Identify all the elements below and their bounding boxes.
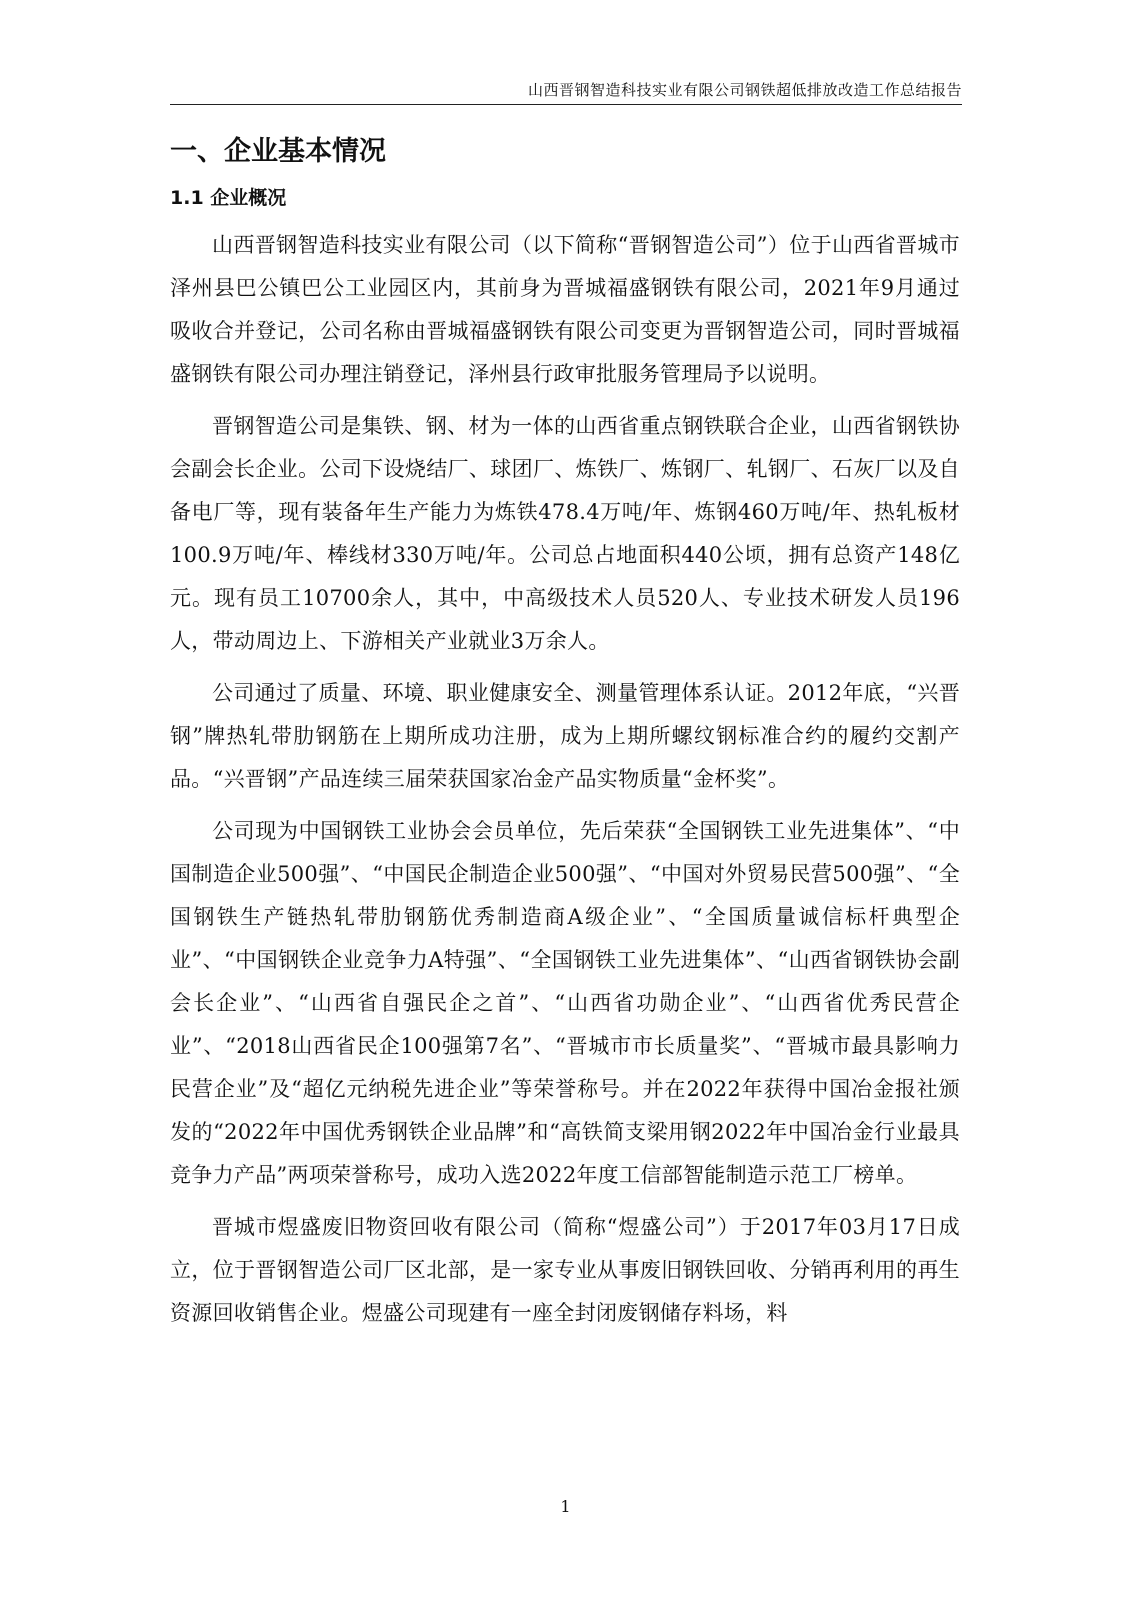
- page-number: 1: [560, 1497, 571, 1516]
- subsection-heading: 1.1 企业概况: [170, 187, 287, 209]
- paragraph-yusheng-company: 晋城市煜盛废旧物资回收有限公司（简称“煜盛公司”）于2017年03月17日成立，位于晋钢智造公司厂区北部，是一家专业从事废旧钢铁回收、分销再利用的再生资源回收销售企业。煜盛公司现建有一座全封闭废钢储存料场，料: [170, 1215, 960, 1325]
- paragraph-certifications: 公司通过了质量、环境、职业健康安全、测量管理体系认证。2012年底，“兴晋钢”牌热轧带肋钢筋在上期所成功注册，成为上期所螺纹钢标准合约的履约交割产品。“兴晋钢”产品连续三届荣获国家冶金产品实物质量“金杯奖”。: [170, 681, 960, 791]
- paragraph-production-capacity: 晋钢智造公司是集铁、钢、材为一体的山西省重点钢铁联合企业，山西省钢铁协会副会长企业。公司下设烧结厂、球团厂、炼铁厂、炼钢厂、轧钢厂、石灰厂以及自备电厂等，现有装备年生产能力为炼铁478.4万吨/年、炼钢460万吨/年、热轧板材100.9万吨/年、棒线材330万吨/年。公司总占地面积440公顷，拥有总资产148亿元。现有员工10700余人，其中，中高级技术人员520人、专业技术研发人员196人，带动周边上、下游相关产业就业3万余人。: [170, 414, 960, 653]
- page-content: [170, 132, 960, 1344]
- section-heading: 一、企业基本情况: [170, 136, 386, 167]
- paragraph-company-overview: 山西晋钢智造科技实业有限公司（以下简称“晋钢智造公司”）位于山西省晋城市泽州县巴公镇巴公工业园区内，其前身为晋城福盛钢铁有限公司，2021年9月通过吸收合并登记，公司名称由晋城福盛钢铁有限公司变更为晋钢智造公司，同时晋城福盛钢铁有限公司办理注销登记，泽州县行政审批服务管理局予以说明。: [170, 233, 960, 386]
- paragraph-honors: 公司现为中国钢铁工业协会会员单位，先后荣获“全国钢铁工业先进集体”、“中国制造企业500强”、“中国民企制造企业500强”、“中国对外贸易民营500强”、“全国钢铁生产链热轧带肋钢筋优秀制造商A级企业”、“全国质量诚信标杆典型企业”、“中国钢铁企业竞争力A特强”、“全国钢铁工业先进集体”、“山西省钢铁协会副会长企业”、“山西省自强民企之首”、“山西省功勋企业”、“山西省优秀民营企业”、“2018山西省民企100强第7名”、“晋城市市长质量奖”、“晋城市最具影响力民营企业”及“超亿元纳税先进企业”等荣誉称号。并在2022年获得中国冶金报社颁发的“2022年中国优秀钢铁企业品牌”和“高铁简支梁用钢2022年中国冶金行业最具竞争力产品”两项荣誉称号，成功入选2022年度工信部智能制造示范工厂榜单。: [170, 819, 960, 1187]
- header-divider: [170, 104, 962, 105]
- running-header: 山西晋钢智造科技实业有限公司钢铁超低排放改造工作总结报告: [527, 81, 962, 99]
